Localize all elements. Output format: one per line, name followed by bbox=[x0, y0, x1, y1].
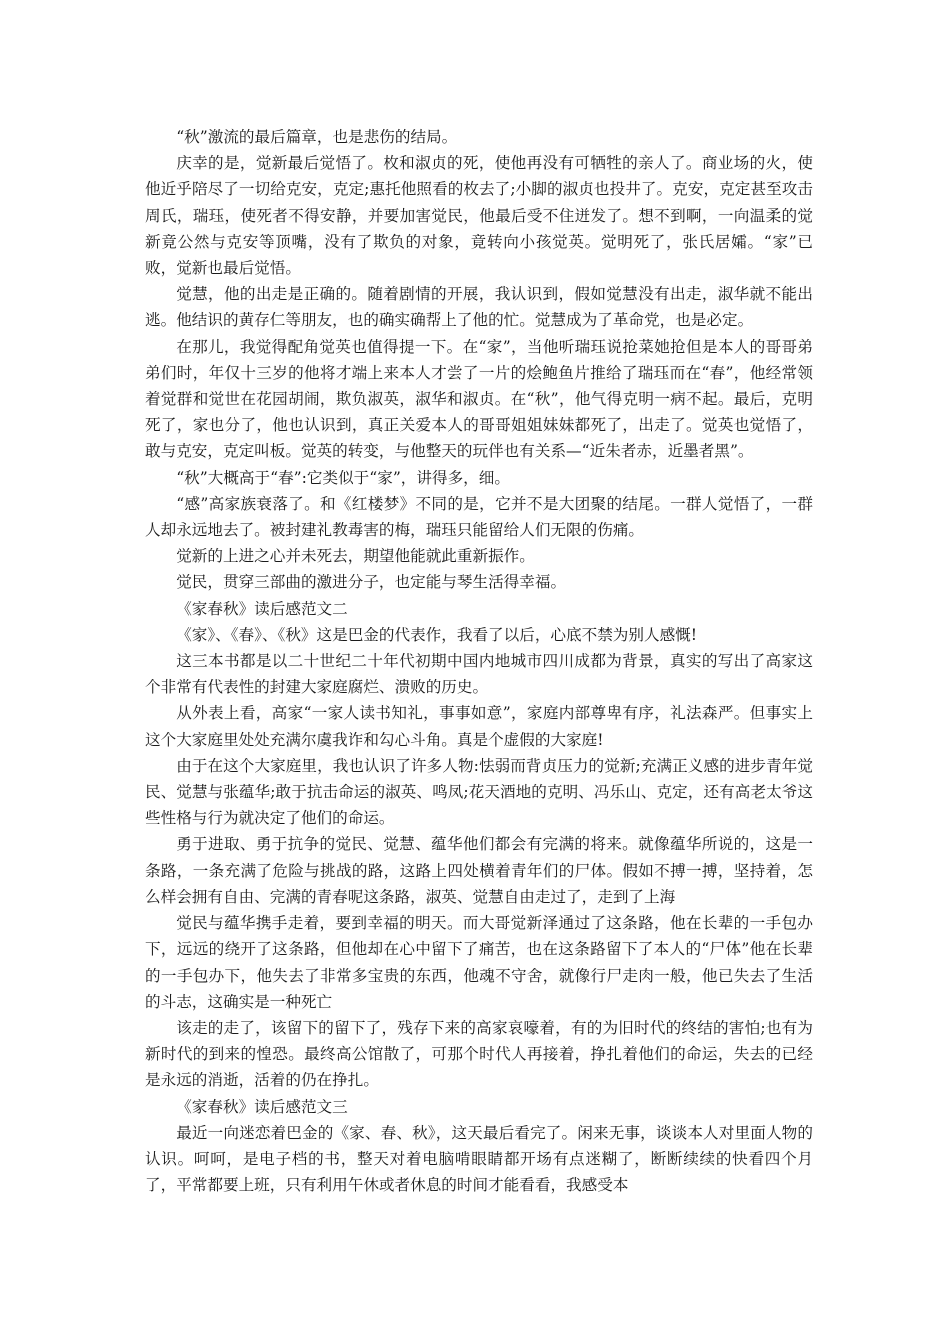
paragraph: 觉新的上进之心并未死去，期望他能就此重新振作。 bbox=[176, 547, 535, 566]
paragraph: “感”高家族衰落了。和《红楼梦》不同的是，它并不是大团聚的结尾。一群人觉悟了，一群人却永远地去了。被封建礼教毒害的梅，瑞珏只能留给人们无限的伤痛。 bbox=[145, 494, 813, 540]
section-heading: 《家春秋》读后感范文二 bbox=[176, 599, 348, 618]
paragraph: 这三本书都是以二十世纪二十年代初期中国内地城市四川成都为背景，真实的写出了高家这个非常有代表性的封建大家庭腐烂、溃败的历史。 bbox=[145, 652, 813, 697]
paragraph: 该走的走了，该留下的留下了，残存下来的高家哀嚎着，有的为旧时代的终结的害怕;也有为新时代的到来的惶恐。最终高公馆散了，可那个时代人再接着，挣扎着他们的命运，失去的已经是永远的消逝，活着的仍在挣扎。 bbox=[145, 1018, 813, 1090]
paragraph: “秋”大概高于“春”:它类似于“家”，讲得多，细。 bbox=[176, 468, 510, 487]
paragraph: 《家》、《春》、《秋》这是巴金的代表作，我看了以后，心底不禁为别人感慨! bbox=[176, 625, 698, 644]
paragraph: 最近一向迷恋着巴金的《家、春、秋》，这天最后看完了。闲来无事，谈谈本人对里面人物的认识。呵呵，是电子档的书，整天对着电脑啃眼睛都开场有点迷糊了，断断续续的快看四个月了，平常都要上班，只有利用午休或者休息的时间才能看看，我感受本 bbox=[145, 1123, 813, 1195]
paragraph: 觉慧，他的出走是正确的。随着剧情的开展，我认识到，假如觉慧没有出走，淑华就不能出逃。他结识的黄存仁等朋友，也的确实确帮上了他的忙。觉慧成为了革命党，也是必定。 bbox=[145, 285, 813, 330]
paragraph: 从外表上看，高家“一家人读书知礼，事事如意”，家庭内部尊卑有序，礼法森严。但事实上这个大家庭里处处充满尔虞我诈和勾心斗角。真是个虚假的大家庭! bbox=[145, 704, 813, 749]
document-body bbox=[145, 124, 813, 1198]
paragraph: 在那儿，我觉得配角觉英也值得提一下。在“家”，当他听瑞珏说抢菜她抢但是本人的哥哥弟弟们时，年仅十三岁的他将才端上来本人才尝了一片的烩鲍鱼片推给了瑞珏而在“春”，他经常领着觉群和觉世在花园胡闹，欺负淑英，淑华和淑贞。在“秋”，他气得克明一病不起。最后，克明死了，家也分了，他也认识到，真正关爱本人的哥哥姐姐妹妹都死了，出走了。觉英也觉悟了，敢与克安，克定叫板。觉英的转变，与他整天的玩伴也有关系—“近朱者赤，近墨者黑”。 bbox=[145, 337, 813, 461]
paragraph: 由于在这个大家庭里，我也认识了许多人物:怯弱而背贞压力的觉新;充满正义感的进步青年觉民、觉慧与张蕴华;敢于抗击命运的淑英、鸣凤;花天酒地的克明、冯乐山、克定，还有高老太爷这些性格与行为就决定了他们的命运。 bbox=[145, 756, 813, 828]
paragraph: 勇于进取、勇于抗争的觉民、觉慧、蕴华他们都会有完满的将来。就像蕴华所说的，这是一条路，一条充满了危险与挑战的路，这路上四处横着青年们的尸体。假如不搏一搏，坚持着，怎么样会拥有自由、完满的青春呢这条路，淑英、觉慧自由走过了，走到了上海 bbox=[145, 835, 813, 906]
paragraph: 觉民，贯穿三部曲的激进分子，也定能与琴生活得幸福。 bbox=[176, 573, 567, 592]
paragraph: 庆幸的是，觉新最后觉悟了。枚和淑贞的死，使他再没有可牺牲的亲人了。商业场的火，使他近乎陪尽了一切给克安，克定;惠托他照看的枚去了;小脚的淑贞也投井了。克安，克定甚至攻击周氏，瑞珏，使死者不得安静，并要加害觉民，他最后受不住迸发了。想不到啊，一向温柔的觉新竟公然与克安等顶嘴，没有了欺负的对象，竟转向小孩觉英。觉明死了，张氏居孀。“家”已败，觉新也最后觉悟。 bbox=[145, 154, 813, 278]
section-heading: 《家春秋》读后感范文三 bbox=[176, 1097, 348, 1116]
paragraph: “秋”激流的最后篇章，也是悲伤的结局。 bbox=[176, 128, 458, 146]
paragraph: 觉民与蕴华携手走着，要到幸福的明天。而大哥觉新泽通过了这条路，他在长辈的一手包办下，远远的绕开了这条路，但他却在心中留下了痛苦，也在这条路留下了本人的“尸体”他在长辈的一手包办下，他失去了非常多宝贵的东西，他魂不守舍，就像行尸走肉一般，他已失去了生活的斗志，这确实是一种死亡 bbox=[145, 914, 813, 1011]
